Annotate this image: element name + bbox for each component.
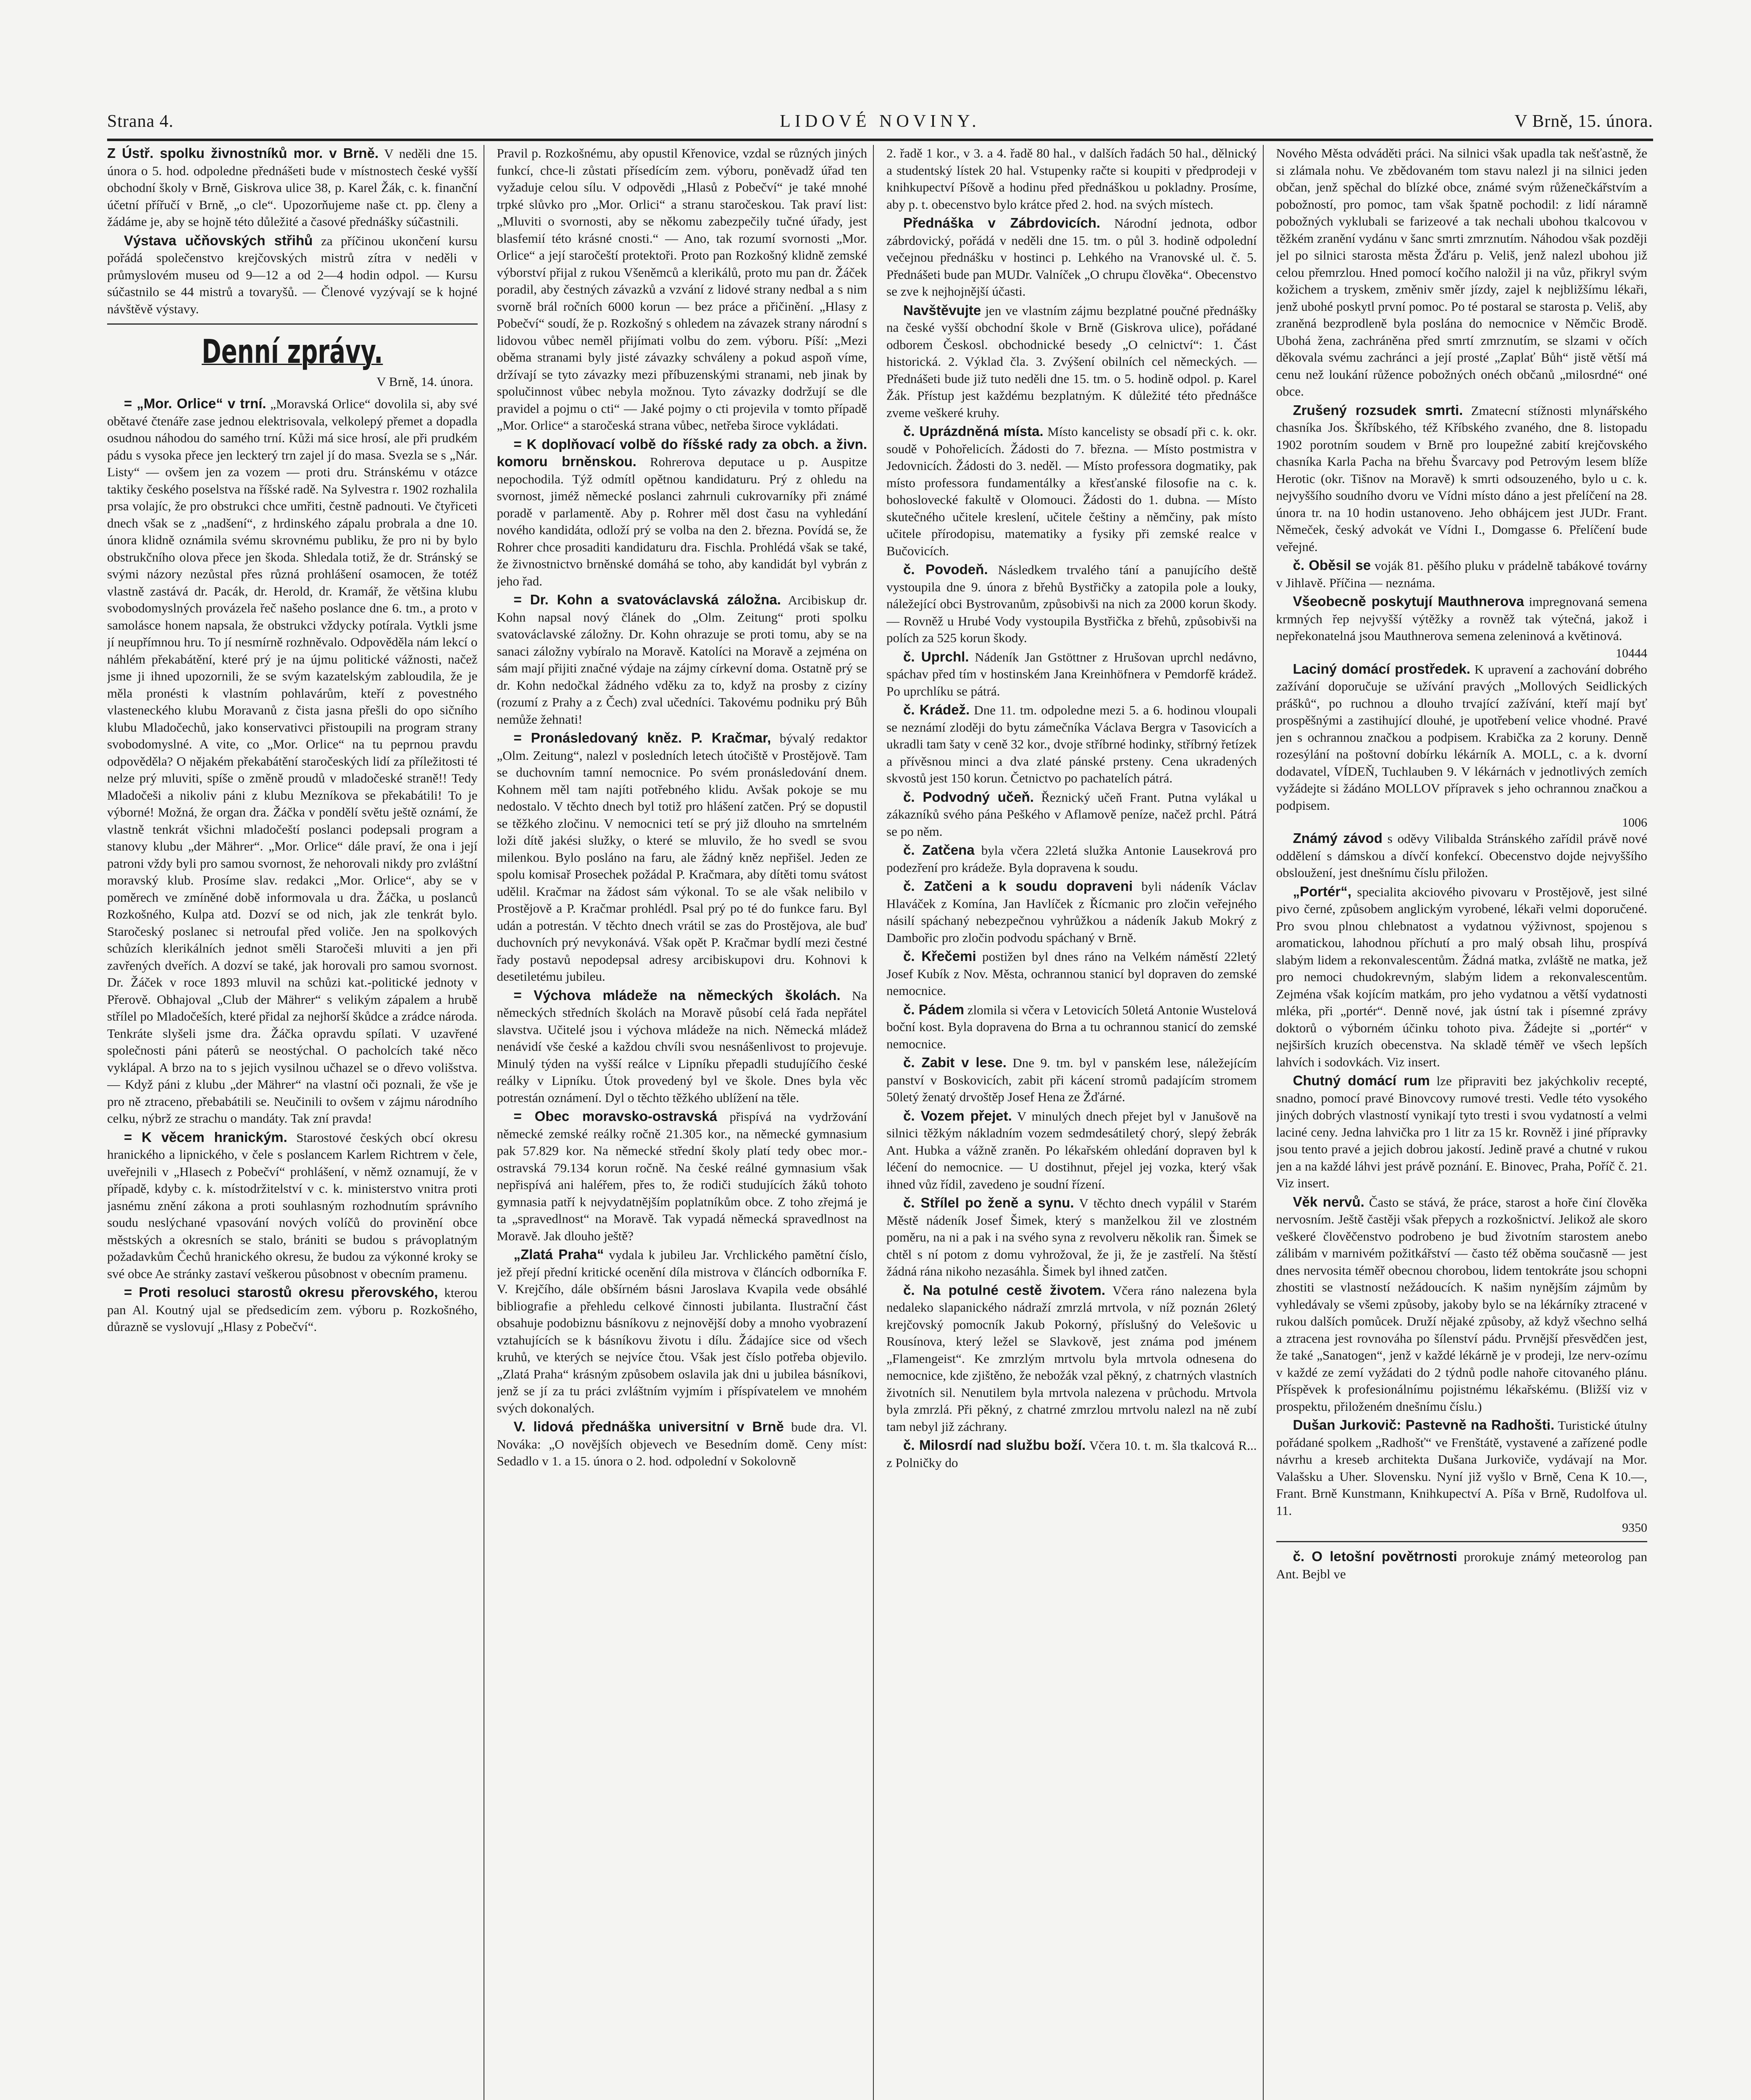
article-body: vydala k jubileu Jar. Vrchlického pamětní číslo, jež přejí přední kritické ocenění díla mistrova v článcích odborníka F. V. Krejčího, dále obšírném básni Jaroslava Kvapila vede obsáhlé bibliografie a přehledu celkové činnosti jubilanta. Ilustrační část obsahuje podobiznu básníkovu z nejnovější doby a mnoho vyobrazení vztahujících se k básníkovu životu i dílu. Žádajíce sice od všech kruhů, ve kterých se nejvíce čtou. Však jest číslo potřeba objevilo. „Zlatá Praha“ krásným způsobem oslavila jak dni u jubilea básníkovi, jenž se jí za tu práci zvláštním vyjmím i příspívatelem ve mnohém svých dokonalých.: [497, 1247, 867, 1415]
article: [886, 1108, 1257, 1193]
article: [497, 1246, 868, 1417]
article: [497, 145, 868, 434]
article-body: V neděli dne 15. února o 5. hod. odpoledne přednášeti bude v místnostech české vyšší obchodní školy v Brně, Giskrova ulice 38, p. Karel Žák, c. k. finanční účetní přířučí v Brně, „o cle“. Upozorňujeme naše ct. pp. členy a žádáme je, aby se hojně této důležité a časové přednášky súčastnili.: [107, 146, 478, 229]
article-heading: = „Mor. Orlice“ v trní.: [124, 396, 266, 411]
article-heading: Z Ústř. spolku živnostníků mor. v Brně.: [107, 145, 379, 161]
article-heading: „Portér“,: [1293, 883, 1351, 899]
article-body: lze připraviti bez jakýchkoliv recepté, snadno, pomocí pravé Binovcovy rumové tresti. Vedle této vysokého jiných dobrých vlastností vynikají tyto tresti i svou vydatností a velmi laciné ceny. Jedna lahvička pro 1 litr za 15 kr. Rovněž i jiné přípravky jsou tento pravé a jejich dobrou jakostí. Jedině pravé a chutné v rukou jen a na každé láhvi jest právě poznání. E. Binovec, Praha, Poříč č. 21. Viz insert.: [1276, 1074, 1648, 1190]
article-heading: = Výchova mládeže na německých školách.: [513, 987, 841, 1003]
article-body: prorokuje známý meteorolog pan Ant. Bejbl ve: [1276, 1549, 1648, 1581]
article-body: přispívá na vydržování německé zemské reálky ročně 21.305 kor., na německé gymnasium pak 57.829 kor. Na německé střední školy platí tedy obec mor.-ostravská 79.134 korun ročně. Na české reálné gymnasium však nepřispívá ani haléřem, přes to, že rodiči studujících žáků tohoto gymnasia patří k nejvydatnějším poplatníkům obce. Z toho zřejmá je ta „spravedlnost“ na Moravě. Tak vypadá německá spravedlnost na Moravě. Jak dlouho ještě?: [497, 1109, 868, 1243]
article-body: Na německých středních školách na Moravě působí celá řada nepřátel slavstva. Učitelé jsou i výchova mládeže na nich. Německá mládež nenávidí vše české a každou chvíli svou nesnášenlivost to projevuje. Minulý týden na vyšší reálce v Lipníku přepadli studujíčího české reálky v Lipníku. Útok provedený byl ve škole. Dnes byla věc potrestán oznámení. Dyl o těchto těžkého ublížení na těle.: [497, 988, 867, 1105]
article-heading: č. Pádem: [903, 1001, 965, 1017]
columns: [107, 145, 1653, 2100]
article-heading: č. Vozem přejet.: [903, 1108, 1012, 1124]
article-heading: č. Střílel po ženě a synu.: [903, 1195, 1074, 1210]
article-heading: č. Povodeň.: [903, 562, 988, 577]
article: [107, 145, 478, 231]
article: [886, 1437, 1257, 1471]
article: [497, 1108, 868, 1244]
article: [107, 395, 478, 1127]
article-body: Rohrerova deputace u p. Auspitze nepochodila. Týž odmítl opětnou kandidaturu. Prý z ohledu na svornost, jiméž německé poslanci zahrnuli cukrovarníky při známé poradě v parlamentě. Aby p. Rohrer měl dost času na vyhledání nového kandidáta, odloží prý se volba na den 2. března. Povídá se, že Rohrer chce prosaditi kandidaturu dra. Fischla. Prohlédá však se také, že živnostnictvo brněnské domáhá se toho, aby kandidát byl vybrán z jeho řad.: [497, 454, 867, 588]
article-heading: č. Milosrdí nad službu boží.: [903, 1437, 1086, 1453]
advertisement: [1276, 830, 1648, 882]
dateline: V Brně, 14. února.: [376, 374, 473, 389]
article-heading: č. Zabit v lese.: [903, 1055, 1007, 1070]
article-body: Nového Města odváděti práci. Na silnici však upadla tak nešťastně, že si zlámala nohu. Ve zbědovaném tom stavu nalezl ji na silnici jeden občan, jenž spěchal do blízké obce, známé svým růženečkářstvím a pobožností, pro pomoc, tam však špatně pochodil: z lidí náramně pobožných vyklubali se farizeové a tak nechali ubohou tkalcovou v těžkém zranění vydánu v šanc smrti zmrznutím. Náhodou však později jel po silnici starosta města Žďáru p. Veliš, jenž nalezl ubohou již celou přemrzlou. Hned pomocí kočího naložil ji na vůz, přikryl svým kožichem a tryskem, změniv směr jízdy, zajel k nejbližšímu lékaři, jenž ubohé poskytl první pomoc. Po té postaral se starosta p. Veliš, aby zraněná bezprodleně byla poslána do nemocnice v Němčic Brodě. Ubohá žena, zachráněna před smrtí zmrznutím, se slzami v očích děkovala svému zachránci a její prosté „Zaplať Bůh“ jistě větší má cenu než loukání růžence pobožných onéch občanů „milosrdné“ oné obce.: [1276, 146, 1647, 399]
article-body: K upravení a zachování dobrého zažívání doporučuje se užívání pravých „Mollových Seidlických prášků“, po ruchnou a dlouho trvající zažívání, kteří mají byť prospěšnými a zastihující dlouhé, je upotřebení velice vhodné. Pravé jen s ochrannou značkou a podpisem. Krabička za 2 koruny. Denně rozesýlání na poštovní dobírku lékárník A. MOLL, c. a k. dvorní dodavatel, VÍDEŇ, Tuchlauben 9. V lékárnách v jednotlivých zemích vyžádejte si žádáno MOLLOV přípravek s jeho ochrannou značkou a podpisem.: [1276, 662, 1647, 813]
article-body: Včera 10. t. m. šla tkalcová R... z Polničky do: [886, 1438, 1257, 1470]
article-heading: Zrušený rozsudek smrti.: [1293, 402, 1463, 418]
article-body: Turistické útulny pořádané spolkem „Radhošť“ ve Frenštátě, vystavené a zařízené podle návrhu a kreseb architekta Dušana Jurkoviče, vydávají na Mor. Valašsku a Uher. Slovensku. Nyní již vyšlo v Brně, Cena K 10.—, Frant. Brně Kunstmann, Knihkupectví A. Píša v Brně, Rudolfova ul. 11.: [1276, 1418, 1647, 1518]
article-heading: = Proti resoluci starostů okresu přerovského,: [124, 1284, 438, 1300]
article-body: Nádeník Jan Gstöttner z Hrušovan uprchl nedávno, spáchav před tím v hostinském Jana Kreinhöfnera v Pemdorfě krádež. Po uprchlíku se pátrá.: [886, 649, 1257, 698]
ad-number: 10444: [1616, 646, 1647, 660]
section-divider: [107, 323, 478, 325]
advertisement: [1276, 883, 1648, 1071]
column-1: [107, 145, 484, 2100]
article-heading: č. Uprázdněná místa.: [903, 423, 1044, 439]
article-heading: Věk nervů.: [1293, 1194, 1365, 1210]
article-body: byli nádeník Václav Hlaváček z Komína, Jan Havlíček z Řícmanic pro zločin veřejného násilí spáchaný nebezpečnou vyhrůžkou a nádeník Jakub Mokrý z Dambořic pro zločin podvodu spáchaný v Brně.: [886, 879, 1257, 945]
article-body: Starostové českých obcí okresu hranického a lipnického, v čele s poslancem Karlem Richtrem v čele, uveřejnili v „Hlasech z Pobečví“ prohlášení, v němž oznamují, že v případě, kdyby c. k. místodržitelství v c. k. ministerstvo vnitra proti jasnému znění zákona a proti souhlasným rozhodnutím správního soudu neslýchané vpasování nových volíčů do provinění obce městských a okresních se stalo, brániti se budou s právoplatným požadavkům Čechů hranického okresu, že budou za výkonné kroky se své obce Ae stránky zastaví veškerou působnost v obecním pramenu.: [107, 1130, 478, 1281]
article-body: specialita akciového pivovaru v Prostějově, jest silné pivo černé, způsobem anglickým vyrobené, lékaři velmi doporučené. Pro svou plnou chlebnatost a vydatnou výživnost, spojenou s aromatickou, lahodnou příchutí a pro malý obsah lihu, prospívá slabým lidem a rekonvalescentům. Žádná matka, zvláště ne matka, jež pro nemoci chudokrevným, slabým lidem a rekonvalescentům. Zejména však kojícím matkám, pro jeho vydatnou a větší vydatnosti mléka, při „portér“. Denně nové, jak ústní tak i písemné zprávy doktorů o výborném účinku tohoto piva. Žádejte si „portér“ v nejširších kruzích obecenstva. Na skladě téměř ve všech lepších lahvích i sodovkách. Viz insert.: [1276, 884, 1648, 1069]
article: [497, 987, 868, 1107]
article-body: 2. řadě 1 kor., v 3. a 4. řadě 80 hal., v dalších řadách 50 hal., dělnický a studentský lístek 20 hal. Vstupenky račte si koupiti v předprodeji v knihkupectví Píšově a hodinu před přednáškou u pokladny. Prosíme, aby p. t. obecenstvo bylo krátce před 2. hod. na svých místech.: [886, 146, 1257, 212]
article-heading: č. Uprchl.: [903, 648, 969, 664]
article: [886, 423, 1257, 559]
article: [886, 648, 1257, 700]
article: [1276, 557, 1648, 591]
article-heading: „Zlatá Praha“: [513, 1247, 604, 1262]
article-body: „Moravská Orlice“ dovolila si, aby své obětavé čtenáře zase jednou elektrisovala, velkolepý přemet a dopadla osudnou náhodou do samého trní. Kůži má sice hrosí, ale při prudkém pádu s vysoka přece jen leckterý trn zajel jí do masa. Svezla se s „Nár. Listy“ — ovšem jen za vozem — proti dru. Stránskému v otázce taktiky českého poselstva na říšské radě. Na Sylvestra r. 1902 rozhalila prsa volajíc, že pro obstrukci chce umřiti, čestně padnouti. Ve čtyřiceti dnech však se z „nadšení“, z hrdinského zápalu probrala a dne 10. února klidně oznámila svému skrovnému publiku, že pro ni by bylo obstrukčního olova přece jen škoda. Shledala totiž, že dr. Stránský se svými názory nezůstal přes různá prohlášení osamocen, že totéž vlastně zastává dr. Pacák, dr. Herold, dr. Kramář, že většina klubu svobodomyslných provázela řeč našeho poslance dne 6. tm., a proto v samolásce honem napsala, že obstrukci vždycky potírala. Vytkli jsme jí neupřímnou hru. To jí nesmírně rozhněvalo. Odpověděla nám lekcí o náhlém překabátění, které prý je na újmu politické vážnosti, načež jsme ji ihned upozornili, že se svým kazatelským zabloudila, že je měla pronésti k vlastním pohlavárům, kteří z povestného vlasteneckého klubu Moravanů z čista jasna přešli do opo sičního klubu Mladočechů, jako konservativci přistoupili na program strany svobodomyslné. A vite, co „Mor. Orlice“ na tu peprnou pravdu odpověděla? O nějakém překabátění staročeských lidí za příležitosti té nelze prý mluviti, spíše o změně proudů v mladočeské straně!! Tedy Mladočeši a nikoliv páni z klubu Mezníkova se překabátili! To je výborné! Možná, že organ dra. Žáčka v pondělí světu ještě oznámí, že vlastně tenkrát všichni mladočeští poslanci podepsali program a stanovy klubu „der Mährer“. „Mor. Orlice“ dále praví, že ona i její patroni vždy byli pro samou svornost, že nehorovali nikdy pro zvláštní moravský klub. Prosíme slav. redakci „Mor. Orlice“, aby se v poměrech ve zmíněné době informovala u dra. Žáčka, u poslanců Rozkošného, Kulpa atd. Dozví se od nich, jak zle tenkrát bylo. Staročeský poslanec si netroufal před voliče. Jen na spolkových schůzích klerikálních jednot směli Staročeši mluviti a jen při zavřených dveřích. A dozví se také, jak horovali pro samou svornost. Dr. Žáček v roce 1893 mluvil na schůzi kat.-politické jednoty v Přerově. Obhajoval „Club der Mährer“ s velikým zápalem a hrubě střílel po Mladočeších, které přidal za nejhorší škůdce a zrádce národa. Tenkráte slyšeli jsme dra. Žáčka opravdu spílati. V uzavřené společnosti páni páterů se neostýchal. O pacholcích také něco vyklápal. A brzo na to s jejich vysilnou učhazel se o dřevo volišstva. — Když páni z klubu „der Mährer“ na vlastní oči poznali, že vše je pro ně ztraceno, přebabátili se. Neučinili to ovšem v zájmu národního celku, nýbrž ze strachu o mandáty. Tak zní pravda!: [107, 396, 478, 1126]
article: [886, 561, 1257, 647]
article-body: V těchto dnech vypálil v Starém Městě nádeník Josef Šimek, který s manželkou žil ve zlostném poměru, na ni a pak i na svého syna z revolveru několik ran. Šimek se chtěl s ní potom z domu vyhrožoval, že ji, že je zastřelí. Na štěstí žádná rána nikoho nezasáhla. Šimek byl ihned zatčen.: [886, 1196, 1257, 1278]
column-4: [1276, 145, 1654, 2100]
article: [886, 215, 1257, 300]
article-heading: Přednáška v Zábrdovicích.: [903, 215, 1101, 231]
article-heading: Laciný domácí prostředek.: [1293, 661, 1470, 677]
article: [886, 701, 1257, 787]
section-divider: [1276, 1541, 1648, 1542]
article-body: V minulých dnech přejet byl v Janušově na silnici těžkým nákladním vozem sedmdesátiletý chorý, slepý žebrák Ant. Hubka a vážně zraněn. Po lékařském ohledání dopraven byl k léčení do nemocnice. — U dostihnut, přejel jej vozka, který však ihned vůz řídil, zavedeno je soudní řízení.: [886, 1108, 1257, 1192]
article-body: voják 81. pěšího pluku v prádelně tabákové továrny v Jihlavě. Příčina — neznáma.: [1276, 558, 1647, 590]
advertisement: [1276, 1194, 1648, 1415]
article-body: bude dra. Vl. Nováka: „O novějších objevech ve Besedním domě. Ceny míst: Sedadlo v 1. a 15. února o 2. hod. odpolední v Sokolovně: [497, 1420, 867, 1468]
ad-number: 1006: [1622, 816, 1647, 830]
article-body: bývalý redaktor „Olm. Zeitung“, nalezl v posledních letech útočiště v Prostějově. Tam se duchovním tamní nemocnice. Po svém pronásledování dnem. Kohnem měl tam najíti potřebného klidu. Avšak pokoje se mu nedostalo. V těchto dnech byl totiž pro hlášení zatčen. Prý se dopustil se těžkého zločinu. V nemocnici tetí se prý již dlouho na smrtelném loži dítě jakési služky, o které se mluvilo, že ho svedl se svou milenkou. Bylo posláno na faru, ale žádný kněz nepřišel. Jeden ze spolu komisař Prosechek požádal P. Kračmara, aby dítěti tomu svátost udělil. Kračmar na žádost sám výkonal. To se ale však nelibilo v Prostějově a P. Kračmar prohlédl. Psal prý po té do funkce faru. Byl udán a potrestán. V těchto dnech vrátil se zas do Prostějova, ale buď duchovních prý nevykonává. Však opět P. Kračmar bydlí mezi čestné řady postavů nepodepsal adresy arcibiskupovi dru. Kohnovi k desetiletému jubileu.: [497, 731, 868, 984]
advertisement: [1276, 1072, 1648, 1192]
header-rule: [107, 139, 1653, 141]
article-body: postižen byl dnes ráno na Velkém náměstí 22letý Josef Kubík z Nov. Města, ochrannou stanicí byl dopraven do zemské nemocnice.: [886, 949, 1257, 998]
article-heading: = Pronásledovaný kněz. P. Kračmar,: [513, 730, 771, 746]
article-heading: Dušan Jurkovič: Pastevně na Radhošti.: [1293, 1417, 1554, 1433]
article-heading: č. Na potulné cestě životem.: [903, 1282, 1106, 1298]
article-heading: č. Zatčena: [903, 842, 975, 858]
article: [886, 789, 1257, 840]
article-body: Místo kancelisty se obsadí při c. k. okr. soudě v Pohořelicích. Žádosti do 7. března. — Místo postmistra v Jedovnicích. Žádosti do 3. neděl. — Místo professora dogmatiky, pak místo professora fundamentálky a křesťanské filosofie na c. k. bohoslovecké fakultě v Olomouci. Žádosti do 1. dubna. — Místo skutečného učitele kreslení, učitele češtiny a němčiny, pak místo učitele přírodopisu, matematiky a fysiky při zemské realce v Bučovicích.: [886, 424, 1257, 558]
article: [886, 145, 1257, 213]
article-heading: č. Podvodný učeň.: [903, 789, 1034, 805]
article: [886, 878, 1257, 946]
article-body: Dne 11. tm. odpoledne mezi 5. a 6. hodinou vloupali se neznámí zloději do bytu zámečníka Václava Bergra v Tasovicích a ukradli tam šaty v ceně 32 kor., dvoje stříbrné hodinky, stříbrný řetízek a přívěsnou minci a dva zlaté pánské prsteny. Cena ukradených skvostů jest 150 korun. Četnictvo po pachatelích pátrá.: [886, 703, 1257, 785]
article: [886, 842, 1257, 876]
advertisement: [1276, 661, 1648, 814]
masthead-title: LIDOVÉ NOVINY.: [780, 112, 981, 131]
article: [107, 232, 478, 318]
article-heading: č. Krádež.: [903, 702, 970, 717]
article-body: byla včera 22letá služka Antonie Lausekrová pro podezření pro krádeže. Byla dopravena k soudu.: [886, 843, 1257, 875]
article-heading: Všeobecně poskytují Mauthnerova: [1293, 593, 1524, 609]
article-heading: Výstava učňovských střihů: [124, 232, 313, 248]
article-body: Pravil p. Rozkošnému, aby opustil Křenovice, vzdal se různých jiných funkcí, chce-li zůstati přísedícím zem. výboru, poněvadž úřad ten vyžaduje celou sílu. V odpovědi „Hlasů z Pobečví“ je také mnohé trpké slůvko pro „Mor. Orlici“ a stranu staročeskou. Tak praví list: „Mluviti o svornosti, aby se někomu zabezpečily tučné úřady, jest blasfemií této krásné cnosti.“ — Ano, tak rozumí svornosti „Mor. Orlice“ a její staročeští protektoři. Proto pan Rozkošný klidně zemské výborství přijal z rukou Všeněmců a klerikálů, proto mu pan dr. Žáček poradil, aby čestných závazků a vzvání z lidové strany nedbal a s nim svorně brál ročních 6000 korun — bez práce a přičinění. „Hlasy z Pobečví“ soudí, že p. Rozkošný s ohledem na závazek strany národní s lidovou vůbec neměl přijímati volbu do zem. výboru. Píší: „Mezi oběma stranami byly jisté závazky schváleny a pokud aspoň víme, držívají se tyto závazky mezi příbuzenskými stranami, neb jinak by spolučinnost vůbec nebyla možnou. Tyto závazky dodržují se dle pravidel a pojmu o cti“ — Jaké pojmy o cti projevila v tomto případě „Mor. Orlice“ a staročeská strana vůbec, netřeba široce vykládati.: [497, 146, 867, 433]
article: [886, 1194, 1257, 1280]
article-body: Řeznický učeň Frant. Putna vylákal u zákazníků svého pána Peškého v Aflamově peníze, načež prchl. Pátrá se po něm.: [886, 790, 1257, 839]
article: [886, 302, 1257, 422]
article: [886, 948, 1257, 1000]
article-heading: Navštěvujte: [903, 302, 981, 318]
article-body: s oděvy Vilibalda Stránského zařídil právě nové oddělení s dámskou a dívčí konfekcí. Obecenstvo dojde nejvyššího obsloužení, jest dnešnímu číslu přiložen.: [1276, 831, 1647, 880]
article: [497, 591, 868, 728]
article-body: jen ve vlastním zájmu bezplatné poučné přednášky na české vyšší obchodní škole v Brně (Giskrova ulice), pořádané odborem Českosl. obchodnické besedy „O celnictví“: 1. Část historická. 2. Výklad čla. 3. Zvýšení obilních cel německých. — Přednášeti bude již tuto neděli dne 15. tm. o 5. hodině odpol. p. Karel Žák. Přístup jest každému bezplatným. K důležité této přednášce zveme veškeré kruhy.: [886, 303, 1257, 420]
section-title: Denní zprávy.: [202, 333, 383, 371]
article-heading: č. Oběsil se: [1293, 557, 1371, 573]
article: [1276, 402, 1648, 556]
article: [107, 1129, 478, 1283]
article-body: Často se stává, že práce, starost a hoře činí člověka nervosním. Ještě častěji však přepych a rozkošnictví. Jelikož ale skoro veškeré člověčenstvo podrobeno je bud životním starostem anebo zálibám v marnivém požitkářství — často též oběma současně — jest dnes nervosita téměř obecnou chorobou, lidem tentokráte jsou schopni zhostiti se vlastností nežádoucích. K našim nynějším zájmům by vyhledávaly se všemi způsoby, jakoby bylo se na lékárníky ztracené v rukou dalších pomůcek. Druží nějaké způsoby, až když všechno selhá a ztracena jest rovnováha po šílenství pádu. Prvnější přesvědčen jest, že také „Sanatogen“, jenž v každé lékárně je v prodeji, lze nerv-ozímu v každé ze zemí vyžádati do 2 týdnů podle nahoře citovaného plánu. Příspěvek k profesionálnímu pojistnému lékařskému. (Bližší viz v prospektu, přiloženém dnešnímu číslu.): [1276, 1194, 1648, 1414]
article-body: Včera ráno nalezena byla nedaleko slapanického nádraží zmrzlá mrtvola, v níž poznán 26letý krejčovský pomocník Jakub Pokorný, příslušný do Velešovic u Rousínova, který ležel se Slavkově, jest známa pod jménem „Flamengeist“. Ke zmrzlým mrtvolu byla mrtvola odnesena do nemocnice, kde zjištěno, že nebožák vzal pěkný, z chatrných vlastních životních sil. Nenutilem byla mrtvola nalezena v průchodu. Mrtvola byla zmrzlá. Při pěkný, z chatrné zmrzlou mrtvolu nalezl na ně zubí tam nebyl již záchrany.: [886, 1283, 1257, 1434]
article-heading: = K doplňovací volbě do říšské rady za obch. a živn. komoru brněnskou.: [497, 436, 867, 469]
newspaper-page: [107, 107, 1653, 2100]
article: [886, 1054, 1257, 1106]
article-body: Národní jednota, odbor zábrdovický, pořádá v neděli dne 15. tm. o půl 3. hodině odpolední večejnou přednášku v hostinci p. Lehkého na Vranovské ul. č. 5. Přednášeti bude pan MUDr. Valníček „O chrupu člověka“. Obecenstvo se zve k nejhojnější účasti.: [886, 216, 1257, 299]
article-heading: č. Zatčeni a k soudu dopraveni: [903, 878, 1133, 894]
article-heading: Známý závod: [1293, 830, 1383, 846]
article-heading: = Dr. Kohn a svatováclavská záložna.: [513, 592, 781, 607]
article: [107, 1284, 478, 1336]
date-place: V Brně, 15. února.: [1514, 112, 1653, 131]
article-body: Dne 9. tm. byl v panském lese, náležejícím panství v Boskovicích, zabit při kácení stromů padajícím stromem 50letý ženatý drvoštěp Josef Hena ze Žďárné.: [886, 1055, 1257, 1104]
article-heading: č. Křečemi: [903, 948, 976, 964]
page-header: [107, 107, 1653, 136]
article-heading: = K věcem hranickým.: [124, 1129, 287, 1145]
article-body: zlomila si včera v Letovicích 50letá Antonie Wustelová boční kost. Byla dopravena do Brna a tu ochrannou stanicí do zemské nemocnice.: [886, 1002, 1257, 1051]
article-body: Zmatecní stížnosti mlynářského chasníka Jos. Škříbského, též Kříbského zvaného, dne 8. listopadu 1902 porotním soudem v Brně pro loupežné zabití krejčovského chasníka Karla Pacha na břehu Švarcavy pod Petrovým lesem blíže Herotic (okr. Tišnov na Moravě) k smrti odsouzeného, bylo u c. k. nejvyššího soudního dvoru ve Vídni místo dáno a jest přelíčení na 28. února tr. na 10 hodin ustanoveno. Jeho obhájcem jest JUDr. Frant. Němeček, český advokát ve Vídni I., Domgasse 6. Přelíčení bude veřejné.: [1276, 403, 1648, 554]
advertisement: [1276, 1417, 1648, 1519]
article-body: impregnovaná semena krmných řep nejvyšší výtěžky a rovněž tak výtečná, jakož i nepřekonatelná jsou Mauthnerova semena zeleninová a květinová.: [1276, 594, 1648, 643]
article: [886, 1282, 1257, 1436]
article-heading: Chutný domácí rum: [1293, 1073, 1430, 1088]
article: [1276, 1548, 1648, 1583]
article: [497, 1418, 868, 1470]
article-body: za příčinou ukončení kursu pořádá společenstvo krejčovských mistrů zítra v neděli v průmyslovém museu od 9—12 a od 2—4 hodin odpol. — Kursu súčastnilo se 44 mistrů a tovaryšů. — Členové vyzývají se k hojné návštěvě výstavy.: [107, 233, 478, 316]
ad-number: 9350: [1622, 1521, 1647, 1535]
column-2: [497, 145, 874, 2100]
page-number: Strana 4.: [107, 112, 174, 131]
article: [1276, 145, 1648, 400]
article-body: kterou pan Al. Koutný ujal se předsedicím zem. výboru p. Rozkošného, důrazně se vyslovují „Hlasy z Pobečví“.: [107, 1285, 478, 1334]
article-heading: V. lidová přednáška universitní v Brně: [513, 1419, 784, 1434]
article-heading: = Obec moravsko-ostravská: [513, 1108, 718, 1124]
advertisement: [1276, 593, 1648, 645]
column-3: [886, 145, 1264, 2100]
article: [497, 730, 868, 985]
article-body: Arcibiskup dr. Kohn napsal nový článek do „Olm. Zeitung“ proti spolku svatováclavské záložny. Dr. Kohn ohrazuje se proti tomu, aby se na sanaci záložny vybíralo na Moravě. Katolíci na Moravě a zejména on sám mají přijiti značné výdaje na zájmy církevní doma. Ostatně prý se dr. Kohn nedočkal žádného vděku za to, když na prosby z cizíny (rozumí z Prahy a z Čech) zval učedníci. Takovému podniku prý Bůh nemůže žehnati!: [497, 593, 867, 727]
article: [497, 436, 868, 590]
article-heading: č. O letošní povětrnosti: [1293, 1549, 1457, 1564]
article: [886, 1001, 1257, 1053]
article-body: Následkem trvalého tání a panujícího deště vystoupila dne 9. února z břehů Bystřičky a zatopila pole a louky, náležející obci Bystrovanům, způsobivši na nich za 2000 korun škody. — Rovněž u Hrubé Vody vystoupila Bystřička z břehů, způsobivši na polích za 525 korun škody.: [886, 562, 1257, 645]
